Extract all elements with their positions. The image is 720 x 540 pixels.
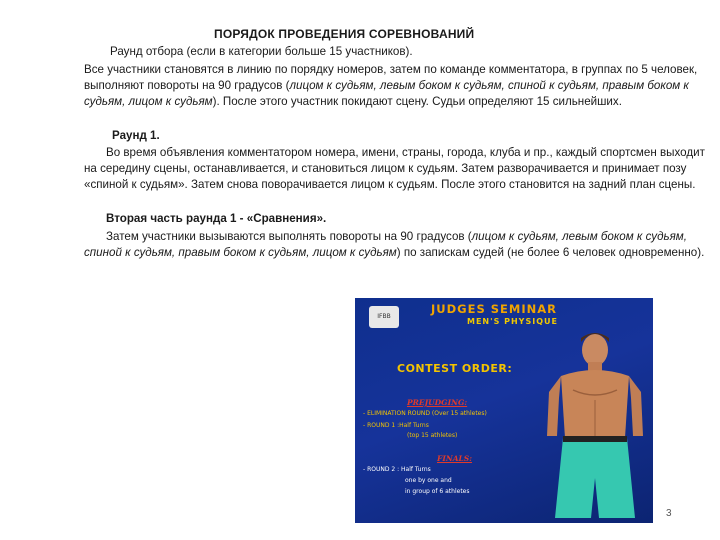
athlete-figure [543,328,647,523]
contest-order-title: CONTEST ORDER: [397,362,513,375]
top-15-line: (top 15 athletes) [407,432,458,439]
image-header: JUDGES SEMINAR [431,302,557,316]
image-subheader: MEN'S PHYSIQUE [467,317,558,326]
page-title: ПОРЯДОК ПРОВЕДЕНИЯ СОРЕВНОВАНИЙ [214,27,475,41]
paragraph-round-1: Во время объявления комментатором номера, имени, страны, города, клуба и пр., каждый спортсмен выходит на середину сцены, останавливается, и становиться лицом к судьям. Затем разворачивается и принимает позу «спиной к судьям». Затем снова поворачивается лицом к судьям. После этого становится на задний план сцены. [84,146,705,192]
heading-round-1: Раунд 1. [112,129,160,142]
prejudging-heading: PREJUDGING: [407,398,468,407]
paragraph-comparisons [84,229,720,261]
paragraph-comparisons-turns: лицом к судьям, левым боком к судьям, спиной к судьям, правым боком к судьям, лицом к судьям [84,230,687,260]
heading-round-1-part-2: Вторая часть раунда 1 - «Сравнения». [106,212,327,225]
paragraph-lineup [84,62,720,111]
elimination-round-line: - ELIMINATION ROUND (Over 15 athletes) [363,410,487,417]
judges-seminar-image [355,298,653,523]
paragraph-comparisons-end: ) по запискам судей (не более 6 человек одновременно). [396,246,705,260]
page-number: 3 [666,508,672,519]
ifbb-logo: IFBB [369,306,399,328]
paragraph-comparisons-start: Затем участники вызываются выполнять повороты на 90 градусов ( [106,230,472,243]
finals-heading: FINALS: [437,454,472,463]
group-line: in group of 6 athletes [405,488,470,495]
paragraph-lineup-end: ). После этого участник покидают сцену. Судьи определяют 15 сильнейших. [212,95,622,109]
paragraph-lineup-start: Все участники становятся в линию по порядку номеров, затем по команде комментатора, в группах по 5 человек, выполняют повороты на 90 градусов ( [84,63,698,93]
paragraph-lineup-turns: лицом к судьям, левым боком к судьям, спиной к судьям, правым боком к судьям, лицом к судьям [84,79,689,109]
round-2-line: - ROUND 2 : Half Turns [363,466,431,473]
paragraph-qualification: Раунд отбора (если в категории больше 15 участников). [110,45,413,58]
round-1-line: - ROUND 1 :Half Turns [363,422,429,429]
one-by-one-line: one by one and [405,477,452,484]
